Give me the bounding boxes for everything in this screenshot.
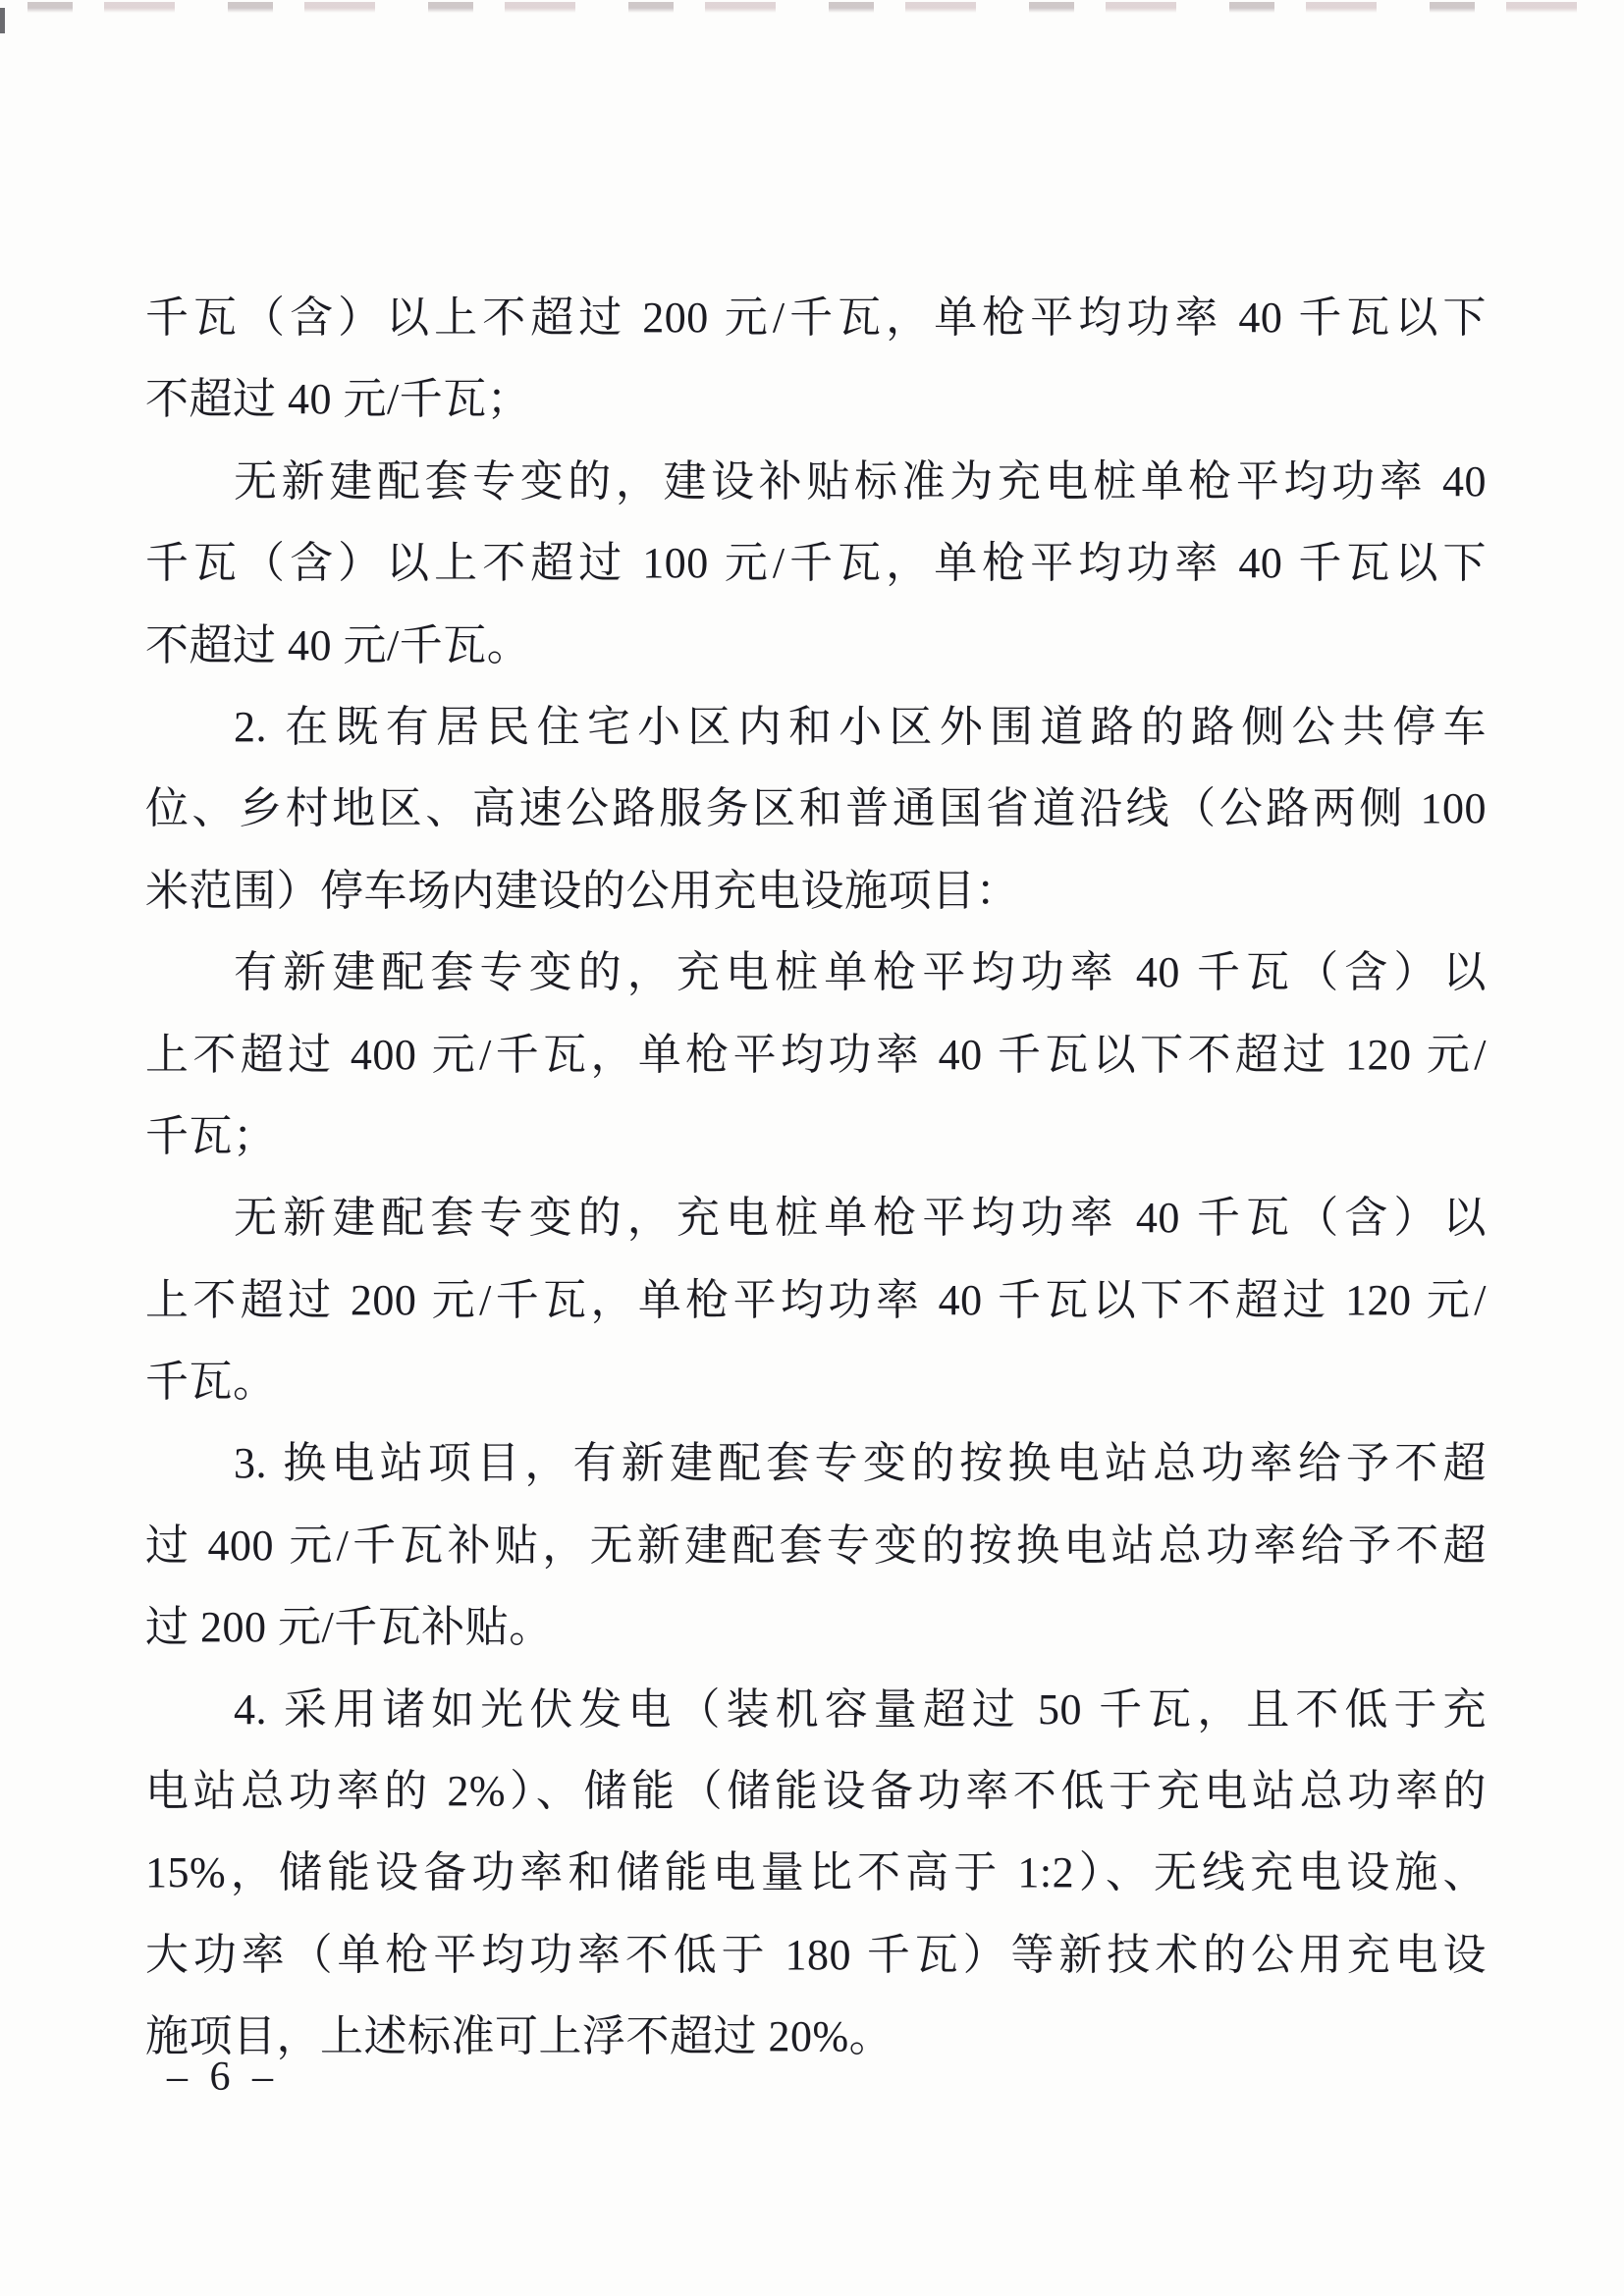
text-line: 上不超过 400 元/千瓦，单枪平均功率 40 千瓦以下不超过 120 元/ <box>145 1030 1487 1079</box>
text-line: 过 200 元/千瓦补贴。 <box>145 1603 553 1652</box>
text-line: 无新建配套专变的，建设补贴标准为充电桩单枪平均功率 40 <box>234 456 1487 506</box>
text-line: 千瓦。 <box>145 1358 277 1407</box>
text-line: 米范围）停车场内建设的公用充电设施项目： <box>145 866 1019 915</box>
scan-artifact-top-edge <box>27 2 1608 13</box>
text-line: 千瓦； <box>145 1111 277 1160</box>
text-line: 千瓦（含）以上不超过 200 元/千瓦，单枪平均功率 40 千瓦以下 <box>145 294 1487 342</box>
text-line: 无新建配套专变的，充电桩单枪平均功率 40 千瓦（含）以 <box>234 1194 1487 1243</box>
text-line: 千瓦（含）以上不超过 100 元/千瓦，单枪平均功率 40 千瓦以下 <box>145 539 1487 588</box>
text-line: 3. 换电站项目，有新建配套专变的按换电站总功率给予不超 <box>234 1439 1487 1488</box>
text-line: 不超过 40 元/千瓦； <box>145 375 531 424</box>
text-line: 电站总功率的 2%）、储能（储能设备功率不低于充电站总功率的 <box>145 1767 1487 1816</box>
page-number: – 6 – <box>167 2055 279 2100</box>
text-line: 有新建配套专变的，充电桩单枪平均功率 40 千瓦（含）以 <box>234 948 1487 997</box>
text-line: 大功率（单枪平均功率不低于 180 千瓦）等新技术的公用充电设 <box>145 1930 1487 1979</box>
text-line: 15%，储能设备功率和储能电量比不高于 1:2）、无线充电设施、 <box>145 1848 1487 1897</box>
text-line: 上不超过 200 元/千瓦，单枪平均功率 40 千瓦以下不超过 120 元/ <box>145 1275 1487 1324</box>
scan-artifact-left-edge <box>0 8 5 33</box>
text-line: 2. 在既有居民住宅小区内和小区外围道路的路侧公共停车 <box>234 702 1487 751</box>
text-line: 施项目，上述标准可上浮不超过 20%。 <box>145 2012 893 2061</box>
text-line: 位、乡村地区、高速公路服务区和普通国省道沿线（公路两侧 100 <box>145 784 1487 833</box>
text-line: 过 400 元/千瓦补贴，无新建配套专变的按换电站总功率给予不超 <box>145 1521 1487 1570</box>
text-line: 4. 采用诸如光伏发电（装机容量超过 50 千瓦，且不低于充 <box>234 1684 1487 1734</box>
body-text-block <box>145 289 1487 2090</box>
text-line: 不超过 40 元/千瓦。 <box>145 620 531 669</box>
